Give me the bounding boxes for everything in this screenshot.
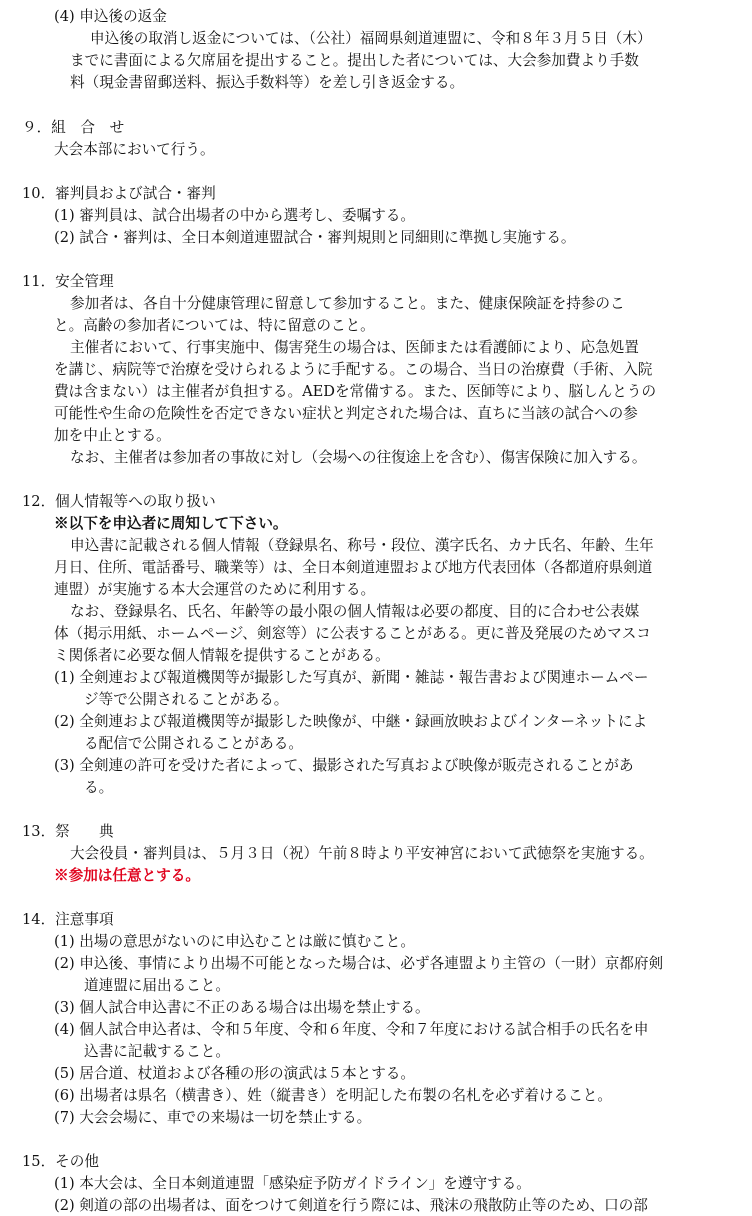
section-12-item-cont: ジ等で公開されることがある。 xyxy=(84,691,289,708)
section-14-item: (7) 大会会場に、車での来場は一切を禁止する。 xyxy=(54,1109,372,1126)
section-12-line: 申込書に記載される個人情報（登録県名、称号・段位、漢字氏名、カナ氏名、年齢、生年 xyxy=(70,537,654,554)
section-11-line: なお、主催者は参加者の事故に対し（会場への往復途上を含む）、傷害保険に加入する。 xyxy=(70,449,647,466)
section-12-item: (1) 全剣連および報道機関等が撮影した写真が、新聞・雑誌・報告書および関連ホームペー xyxy=(54,669,649,686)
section-13-optional-note: ※参加は任意とする。 xyxy=(54,867,200,884)
section-12-item-cont: る配信で公開されることがある。 xyxy=(84,735,303,752)
refund-paragraph-line: までに書面による欠席届を提出すること。提出した者については、大会参加費より手数 xyxy=(70,52,639,69)
section-14-heading: 14．注意事項 xyxy=(22,911,114,928)
section-12-line: 月日、住所、電話番号、職業等）は、全日本剣道連盟および地方代表団体（各都道府県剣道 xyxy=(54,559,653,576)
section-11-line: 主催者において、行事実施中、傷害発生の場合は、医師または看護師により、応急処置 xyxy=(70,339,639,356)
section-12-item: (3) 全剣連の許可を受けた者によって、撮影された写真および映像が販売されることがあ xyxy=(54,757,634,774)
section-13-body: 大会役員・審判員は、５月３日（祝）午前８時より平安神宮において武徳祭を実施する。 xyxy=(70,845,654,862)
section-14-item: (6) 出場者は県名（横書き）、姓（縦書き）を明記した布製の名札を必ず着けること。 xyxy=(54,1087,612,1104)
section-12-notice: ※以下を申込者に周知して下さい。 xyxy=(54,515,288,532)
section-12-line: 体（掲示用紙、ホームページ、剣窓等）に公表することがある。更に普及発展のためマスコ xyxy=(54,625,651,642)
section-15-item: (1) 本大会は、全日本剣道連盟「感染症予防ガイドライン」を遵守する。 xyxy=(54,1175,531,1192)
section-12-item-cont: る。 xyxy=(84,779,114,796)
section-14-item: (1) 出場の意思がないのに申込むことは厳に慎むこと。 xyxy=(54,933,415,950)
section-13-heading: 13．祭 典 xyxy=(22,823,114,840)
section-11-line: を講じ、病院等で治療を受けられるように手配する。この場合、当日の治療費（手術、入院 xyxy=(54,361,653,378)
item-4-refund-heading: (4) 申込後の返金 xyxy=(54,8,167,25)
refund-paragraph-line: 料（現金書留郵送料、振込手数料等）を差し引き返金する。 xyxy=(70,74,465,91)
section-12-line: ミ関係者に必要な個人情報を提供することがある。 xyxy=(54,647,390,664)
section-10-item: (1) 審判員は、試合出場者の中から選考し、委嘱する。 xyxy=(54,207,415,224)
section-12-line: 連盟）が実施する本大会運営のために利用する。 xyxy=(54,581,376,598)
refund-paragraph-line: 申込後の取消し返金については、（公社）福岡県剣道連盟に、令和８年３月５日（木） xyxy=(90,30,652,47)
section-14-item-cont: 込書に記載すること。 xyxy=(84,1043,230,1060)
section-15-item: (2) 剣道の部の出場者は、面をつけて剣道を行う際には、飛沫の飛散防止等のため、口の部 xyxy=(54,1197,648,1214)
section-15-heading: 15．その他 xyxy=(22,1153,99,1170)
section-14-item: (3) 個人試合申込書に不正のある場合は出場を禁止する。 xyxy=(54,999,430,1016)
section-12-item: (2) 全剣連および報道機関等が撮影した映像が、中継・録画放映およびインターネットによ xyxy=(54,713,648,730)
section-9-heading: ９．組 合 せ xyxy=(22,119,125,136)
section-14-item-cont: 道連盟に届出ること。 xyxy=(84,977,230,994)
section-14-item: (2) 申込後、事情により出場不可能となった場合は、必ず各連盟より主管の（一財）京都府剣 xyxy=(54,955,664,972)
section-14-item: (5) 居合道、杖道および各種の形の演武は５本とする。 xyxy=(54,1065,415,1082)
section-11-line: 参加者は、各自十分健康管理に留意して参加すること。また、健康保険証を持参のこ xyxy=(70,295,625,312)
section-9-body: 大会本部において行う。 xyxy=(54,141,215,158)
section-14-item: (4) 個人試合申込者は、令和５年度、令和６年度、令和７年度における試合相手の氏名を申 xyxy=(54,1021,649,1038)
section-11-heading: 11．安全管理 xyxy=(22,273,114,290)
section-11-line: 加を中止とする。 xyxy=(54,427,171,444)
section-11-line: 可能性や生命の危険性を否定できない症状と判定された場合は、直ちに当該の試合への参 xyxy=(54,405,638,422)
section-11-line: と。高齢の参加者については、特に留意のこと。 xyxy=(54,317,375,334)
section-12-heading: 12．個人情報等への取り扱い xyxy=(22,493,216,510)
section-11-line: 費は含まない）は主催者が負担する。AEDを常備する。また、医師等により、脳しんとうの xyxy=(54,383,657,400)
section-12-line: なお、登録県名、氏名、年齢等の最小限の個人情報は必要の都度、目的に合わせ公表媒 xyxy=(70,603,640,620)
section-10-item: (2) 試合・審判は、全日本剣道連盟試合・審判規則と同細則に準拠し実施する。 xyxy=(54,229,576,246)
section-10-heading: 10．審判員および試合・審判 xyxy=(22,185,216,202)
